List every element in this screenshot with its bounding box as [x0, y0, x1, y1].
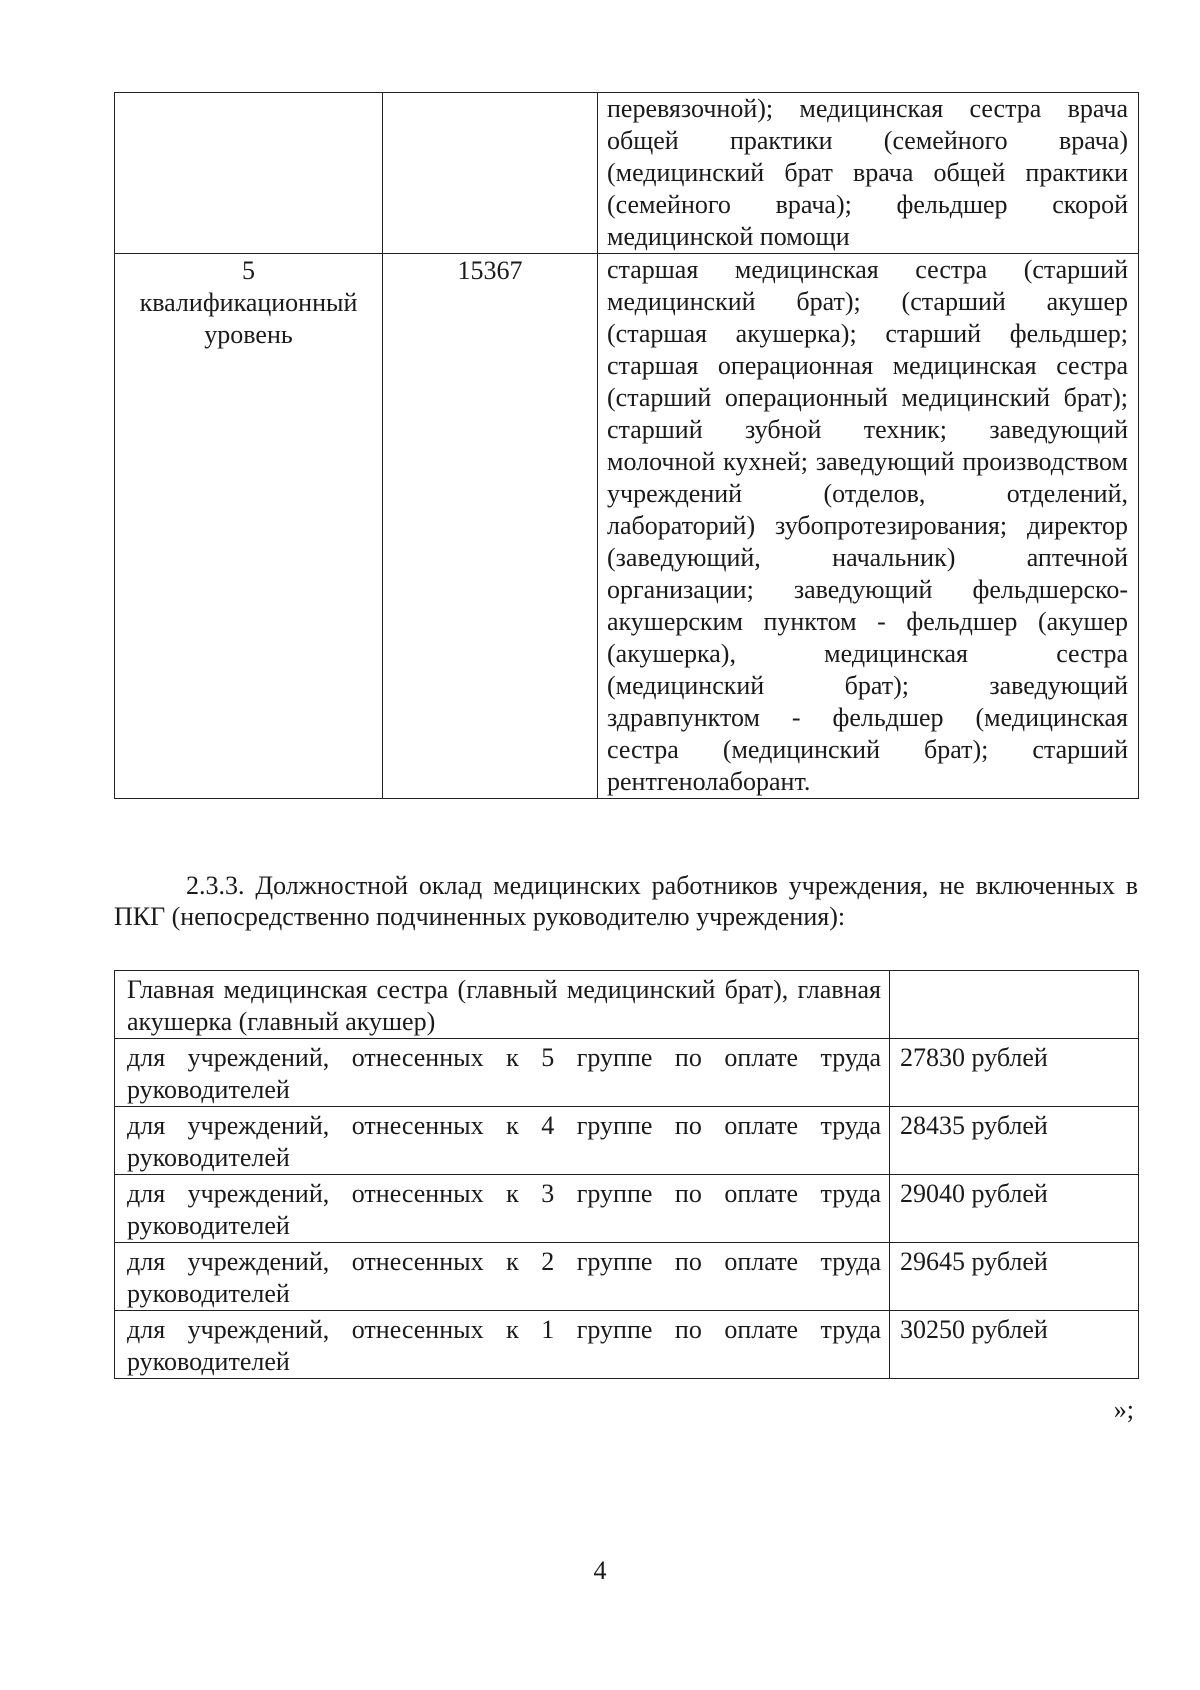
table-row-continuation [115, 93, 1139, 254]
level-cell [115, 93, 383, 254]
table-row [115, 1175, 1139, 1243]
closing-quote: »; [1113, 1395, 1134, 1424]
page-number: 4 [593, 1556, 607, 1585]
level-label-line-1: квалификационный [139, 288, 358, 317]
salary-cell [383, 93, 598, 254]
salary-cell: 15367 [383, 254, 598, 799]
group-cell: для учреждений, отнесенных к 4 группе по оплате труда руководителей [115, 1107, 890, 1175]
positions-cell: перевязочной); медицинская сестра врача общей практики (семейного врача) (медицинский брат врача общей практики (семейного врача); фельдшер скорой медицинской помощи [598, 93, 1139, 254]
group-cell: для учреждений, отнесенных к 2 группе по оплате труда руководителей [115, 1243, 890, 1311]
level-label-line-2: уровень [204, 320, 293, 349]
salary-cell: 29645 рублей [890, 1243, 1139, 1311]
table-row-level-5 [115, 254, 1139, 799]
salary-cell: 30250 рублей [890, 1311, 1139, 1379]
group-cell: для учреждений, отнесенных к 1 группе по оплате труда руководителей [115, 1311, 890, 1379]
value-cell [890, 971, 1139, 1039]
qualification-levels-table [114, 92, 1139, 799]
group-cell: для учреждений, отнесенных к 5 группе по оплате труда руководителей [115, 1039, 890, 1107]
level-cell [115, 254, 383, 799]
positions-cell: старшая медицинская сестра (старший медицинский брат); (старший акушер (старшая акушерка); старший фельдшер; старшая операционная медицинская сестра (старший операционный медицинский брат); старший зубной техник; заведующий молочной кухней; заведующий производством учреждений (отделов, отделений, лабораторий) зубопротезирования; директор (заведующий, начальник) аптечной организации; заведующий фельдшерско-акушерским пунктом - фельдшер (акушер (акушерка), медицинская сестра (медицинский брат); заведующий здравпунктом - фельдшер (медицинская сестра (медицинский брат); старший рентгенолаборант. [598, 254, 1139, 799]
table-row-header [115, 971, 1139, 1039]
position-cell: Главная медицинская сестра (главный медицинский брат), главная акушерка (главный акушер) [115, 971, 890, 1039]
level-number: 5 [242, 256, 255, 285]
table-row [115, 1107, 1139, 1175]
salary-cell: 29040 рублей [890, 1175, 1139, 1243]
salary-cell: 28435 рублей [890, 1107, 1139, 1175]
table-row [115, 1311, 1139, 1379]
group-cell: для учреждений, отнесенных к 3 группе по оплате труда руководителей [115, 1175, 890, 1243]
table-row [115, 1243, 1139, 1311]
head-nurse-salary-table [114, 970, 1139, 1379]
section-paragraph: 2.3.3. Должностной оклад медицинских работников учреждения, не включенных в ПКГ (непосредственно подчиненных руководителю учреждения): [114, 871, 1138, 931]
table-row [115, 1039, 1139, 1107]
salary-cell: 27830 рублей [890, 1039, 1139, 1107]
